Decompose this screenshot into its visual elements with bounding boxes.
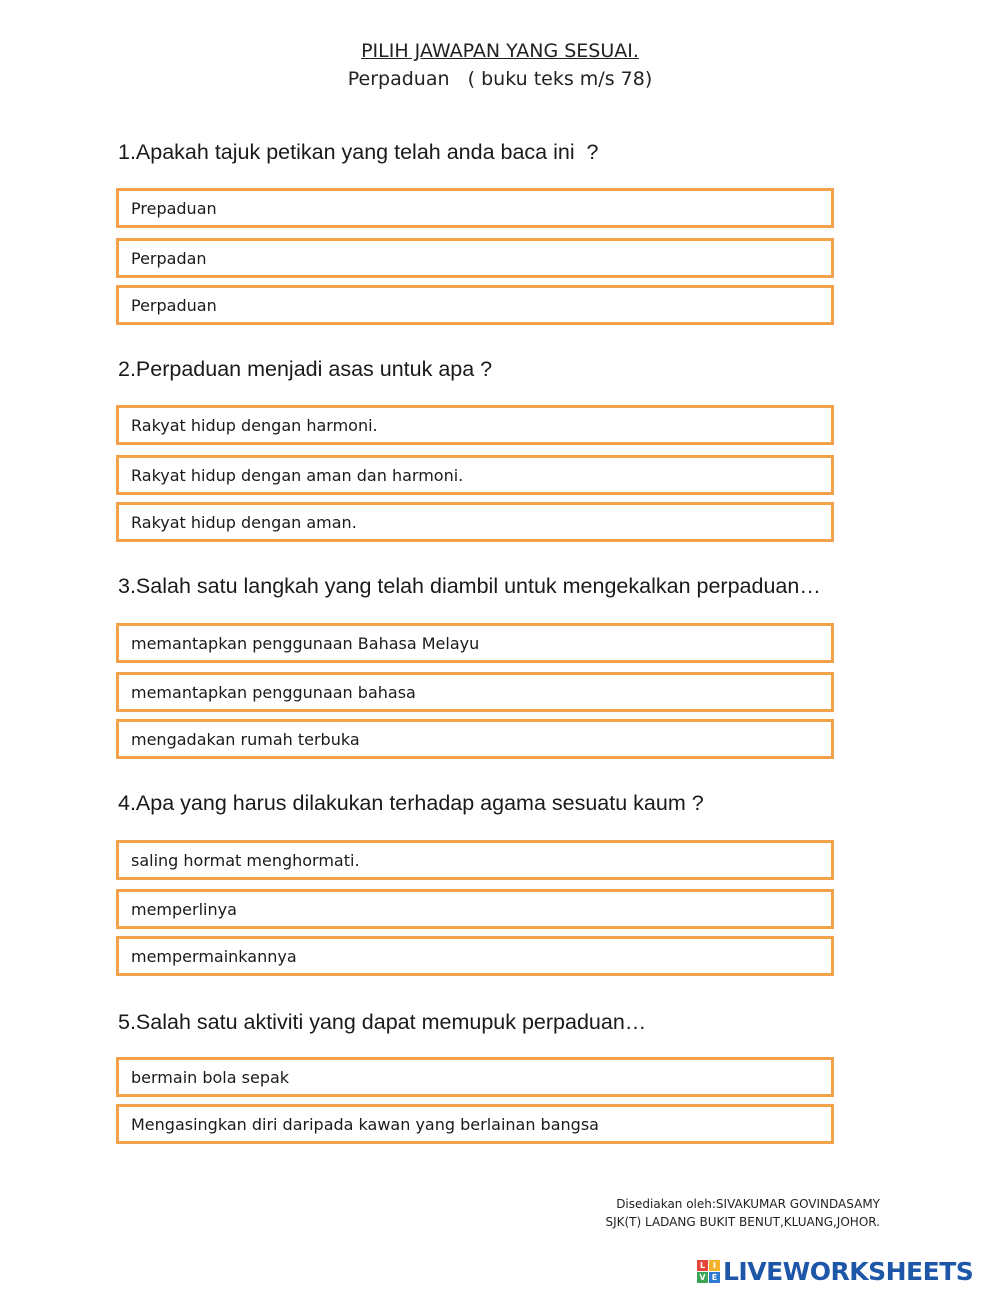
option-label: memantapkan penggunaan Bahasa Melayu — [131, 633, 480, 653]
answer-option-4b[interactable] — [116, 889, 834, 929]
liveworksheets-logo-icon — [697, 1260, 720, 1283]
option-label: Rakyat hidup dengan aman. — [131, 512, 357, 532]
option-label: saling hormat menghormati. — [131, 850, 360, 870]
option-label: Perpadan — [131, 248, 207, 268]
answer-option-3b[interactable] — [116, 672, 834, 712]
question-5: 5.Salah satu aktiviti yang dapat memupuk perpaduan… — [118, 1010, 647, 1034]
answer-option-2c[interactable] — [116, 502, 834, 542]
answer-option-2b[interactable] — [116, 455, 834, 495]
answer-option-4c[interactable] — [116, 936, 834, 976]
question-3: 3.Salah satu langkah yang telah diambil untuk mengekalkan perpaduan… — [118, 574, 821, 598]
answer-option-1a[interactable] — [116, 188, 834, 228]
logo-letter: L — [697, 1260, 708, 1271]
answer-option-3c[interactable] — [116, 719, 834, 759]
answer-option-4a[interactable] — [116, 840, 834, 880]
liveworksheets-wordmark: LIVEWORKSHEETS — [723, 1256, 974, 1286]
option-label: Perpaduan — [131, 295, 217, 315]
answer-option-5a[interactable] — [116, 1057, 834, 1097]
question-4: 4.Apa yang harus dilakukan terhadap agama sesuatu kaum ? — [118, 791, 704, 815]
logo-letter: V — [697, 1272, 708, 1283]
option-label: Prepaduan — [131, 198, 217, 218]
answer-option-3a[interactable] — [116, 623, 834, 663]
option-label: memperlinya — [131, 899, 237, 919]
option-label: Rakyat hidup dengan harmoni. — [131, 415, 378, 435]
logo-letter: E — [709, 1272, 720, 1283]
option-label: mengadakan rumah terbuka — [131, 729, 360, 749]
worksheet-subtitle: Perpaduan ( buku teks m/s 78) — [347, 68, 653, 90]
liveworksheets-brand[interactable] — [697, 1256, 973, 1286]
option-label: mempermainkannya — [131, 946, 297, 966]
credit-author: Disediakan oleh:SIVAKUMAR GOVINDASAMY — [616, 1197, 880, 1211]
answer-option-1b[interactable] — [116, 238, 834, 278]
answer-option-2a[interactable] — [116, 405, 834, 445]
logo-letter: I — [709, 1260, 720, 1271]
answer-option-5b[interactable] — [116, 1104, 834, 1144]
credit-school: SJK(T) LADANG BUKIT BENUT,KLUANG,JOHOR. — [605, 1215, 880, 1229]
option-label: Rakyat hidup dengan aman dan harmoni. — [131, 465, 464, 485]
question-2: 2.Perpaduan menjadi asas untuk apa ? — [118, 357, 493, 381]
option-label: Mengasingkan diri daripada kawan yang berlainan bangsa — [131, 1114, 599, 1134]
worksheet-title: PILIH JAWAPAN YANG SESUAI. — [361, 40, 639, 62]
option-label: bermain bola sepak — [131, 1067, 290, 1087]
option-label: memantapkan penggunaan bahasa — [131, 682, 416, 702]
question-1: 1.Apakah tajuk petikan yang telah anda baca ini ? — [118, 140, 599, 164]
answer-option-1c[interactable] — [116, 285, 834, 325]
